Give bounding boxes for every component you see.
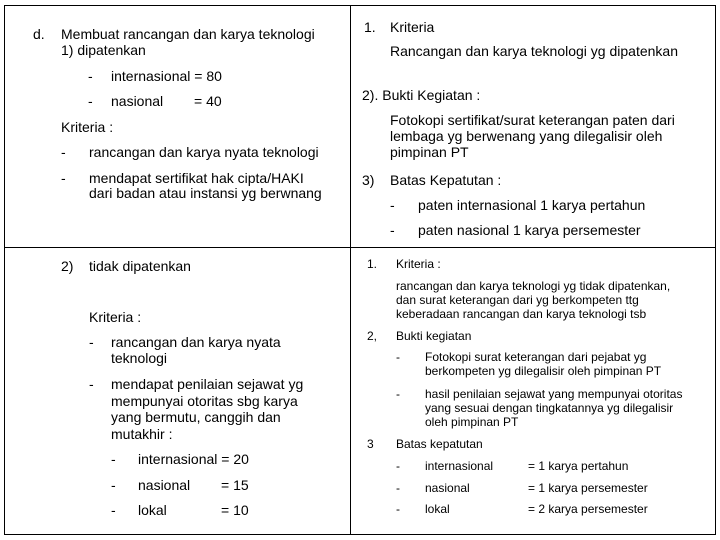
bl-criteria-2-line1: mendapat penilaian sejawat yg <box>111 376 304 392</box>
bl-criteria-2-line4: mutakhir : <box>111 426 173 442</box>
tl-kriteria-label: Kriteria : <box>61 119 114 135</box>
tr-proof-line1: Fotokopi sertifikat/surat keterangan paten dari <box>390 112 675 128</box>
br-heading-bukti: Bukti kegiatan <box>396 329 472 343</box>
br-limit-label: lokal <box>425 502 450 516</box>
bl-rate-lokal: lokal <box>138 502 167 518</box>
tr-number-3: 3) <box>362 172 375 188</box>
br-limit-value: = 1 karya persemester <box>528 481 648 495</box>
bl-kriteria-label: Kriteria : <box>89 309 142 325</box>
br-dash: - <box>396 481 400 495</box>
tr-proof-line2: lembaga yg berwenang yang dilegalisir oleh <box>390 128 663 144</box>
bl-criteria-1-line1: rancangan dan karya nyata <box>111 334 281 350</box>
tl-criteria-2-line1: mendapat sertifikat hak cipta/HAKI <box>89 170 304 186</box>
tl-dash: - <box>61 144 66 160</box>
br-limit-value: = 1 karya pertahun <box>528 459 629 473</box>
br-heading-batas: Batas kepatutan <box>396 437 483 451</box>
tl-title-line2: 1) dipatenkan <box>61 42 146 58</box>
bl-dash: - <box>111 477 116 493</box>
bl-criteria-2-line3: yang bermutu, canggih dan <box>111 409 281 425</box>
br-number-2: 2, <box>367 329 378 343</box>
br-dash: - <box>396 502 400 516</box>
tl-item-nasional-value: = 40 <box>194 93 222 109</box>
br-number-1: 1. <box>367 257 378 271</box>
br-description-line1: rancangan dan karya teknologi yg tidak dipatenkan, <box>396 279 671 293</box>
tl-criteria-2-line2: dari badan atau instansi yg berwnang <box>89 185 322 201</box>
tr-heading-batas: Batas Kepatutan : <box>390 172 502 188</box>
br-limit-value: = 2 karya persemester <box>528 502 648 516</box>
bl-criteria-1-line2: teknologi <box>111 350 168 366</box>
bl-dash: - <box>111 451 116 467</box>
tr-heading-bukti: 2). Bukti Kegiatan : <box>362 87 481 103</box>
tl-criteria-1: rancangan dan karya nyata teknologi <box>89 144 319 160</box>
tl-dash: - <box>88 93 93 109</box>
tr-limit-1: paten internasional 1 karya pertahun <box>418 197 646 213</box>
bl-rate-internasional: internasional = 20 <box>138 451 249 467</box>
br-proof-2-line2: yang sesuai dengan tingkatannya yg dilegalisir <box>425 401 674 415</box>
bl-dash: - <box>111 502 116 518</box>
tl-item-nasional: nasional <box>111 93 164 109</box>
tr-limit-2: paten nasional 1 karya persemester <box>418 222 641 238</box>
tr-heading-kriteria: Kriteria <box>390 19 435 35</box>
tr-description: Rancangan dan karya teknologi yg dipatenkan <box>390 43 678 59</box>
tr-dash: - <box>390 222 395 238</box>
tr-proof-line3: pimpinan PT <box>390 144 469 160</box>
tl-title-line1: Membuat rancangan dan karya teknologi <box>61 26 315 42</box>
br-description-line3: keberadaan rancangan dan karya teknologi tsb <box>396 307 647 321</box>
tr-dash: - <box>390 197 395 213</box>
br-heading-kriteria: Kriteria : <box>396 257 441 271</box>
bl-rate-lokal-value: = 10 <box>221 502 249 518</box>
br-limit-label: internasional <box>425 459 494 473</box>
br-proof-1-line1: Fotokopi surat keterangan dari pejabat yg <box>425 350 647 364</box>
tr-number-1: 1. <box>364 19 376 35</box>
tl-marker: d. <box>33 26 45 42</box>
bl-title: tidak dipatenkan <box>89 258 191 274</box>
tl-item-internasional: internasional = 80 <box>111 68 222 84</box>
bl-marker: 2) <box>61 258 74 274</box>
br-dash: - <box>396 387 400 401</box>
bl-criteria-2-line2: mempunyai otoritas sbg karya <box>111 393 298 409</box>
br-description-line2: dan surat keterangan dari yg berkompeten ttg <box>396 293 639 307</box>
br-limit-label: nasional <box>425 481 470 495</box>
br-proof-2-line1: hasil penilaian sejawat yang mempunyai otoritas <box>425 387 683 401</box>
tl-dash: - <box>88 68 93 84</box>
br-dash: - <box>396 350 400 364</box>
br-proof-1-line2: berkompeten yg dilegalisir oleh pimpinan PT <box>425 364 662 378</box>
bl-dash: - <box>89 334 94 350</box>
bl-dash: - <box>89 376 94 392</box>
br-number-3: 3 <box>367 437 374 451</box>
bl-rate-nasional-value: = 15 <box>221 477 249 493</box>
bl-rate-nasional: nasional <box>138 477 191 493</box>
br-proof-2-line3: oleh pimpinan PT <box>425 415 519 429</box>
tl-dash: - <box>61 170 66 186</box>
br-dash: - <box>396 459 400 473</box>
